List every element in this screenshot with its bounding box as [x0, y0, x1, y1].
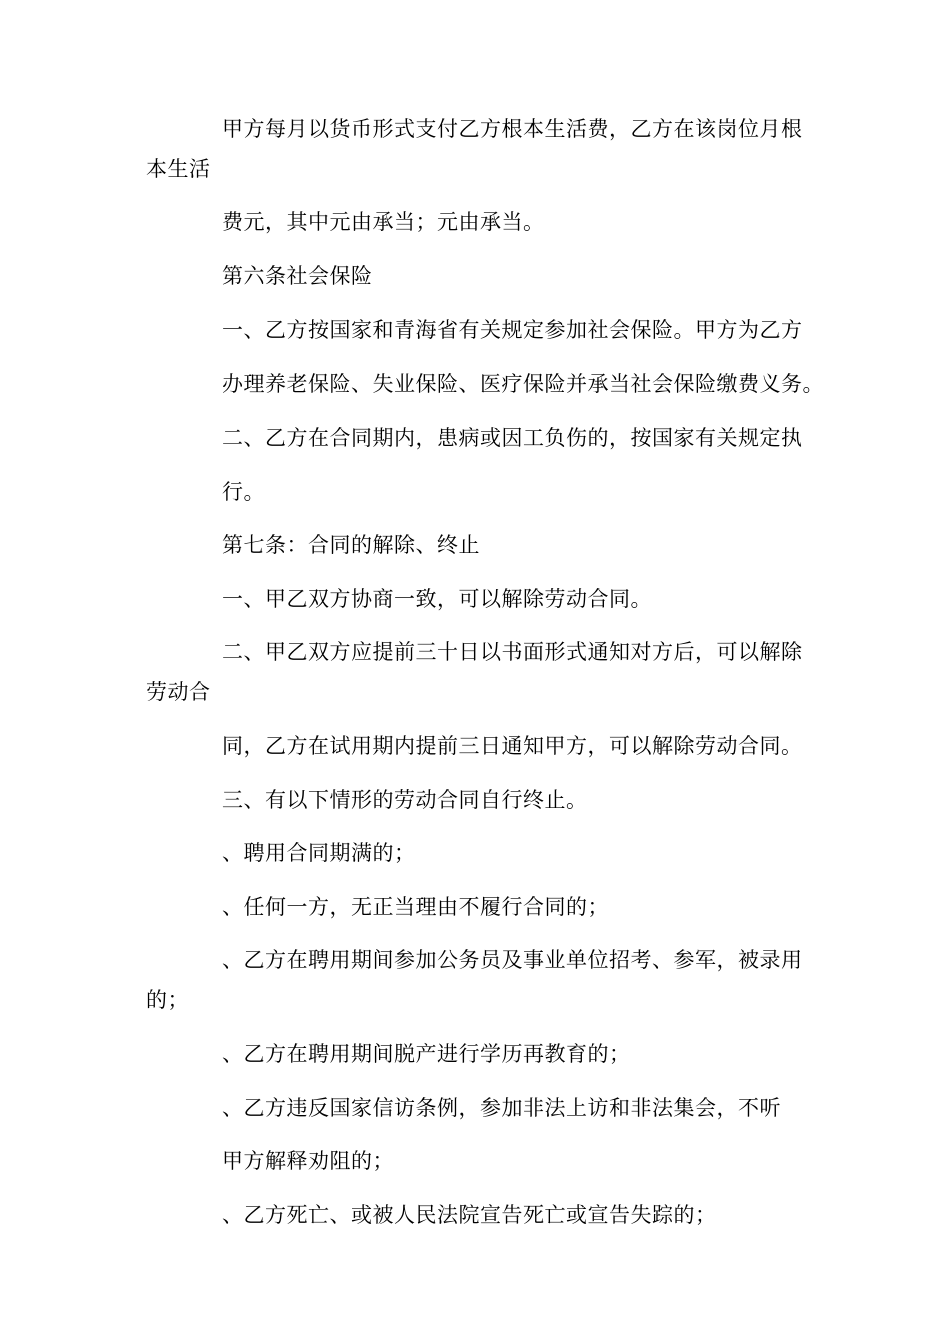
- list-item-petition-violation-cont: 甲方解释劝阻的；: [222, 1149, 394, 1173]
- list-item-petition-violation: 、乙方违反国家信访条例，参加非法上访和非法集会，不听: [222, 1096, 781, 1120]
- section-heading-termination: 第七条：合同的解除、终止: [222, 533, 480, 557]
- text-line-living-expenses: 甲方每月以货币形式支付乙方根本生活费，乙方在该岗位月根: [222, 117, 803, 141]
- text-line-termination-item-2: 二、甲乙双方应提前三十日以书面形式通知对方后，可以解除: [222, 640, 803, 664]
- text-line-living-expenses-cont: 本生活: [146, 157, 211, 181]
- text-line-insurance-item-2-cont: 行。: [222, 480, 265, 504]
- text-line-termination-item-2-wrap: 劳动合: [146, 680, 211, 704]
- list-item-contract-expired: 、聘用合同期满的；: [222, 841, 416, 865]
- list-item-full-time-education: 、乙方在聘用期间脱产进行学历再教育的；: [222, 1042, 631, 1066]
- text-line-termination-item-3: 三、有以下情形的劳动合同自行终止。: [222, 788, 588, 812]
- text-line-termination-item-1: 一、甲乙双方协商一致，可以解除劳动合同。: [222, 587, 652, 611]
- list-item-civil-service-exam-wrap: 的；: [146, 988, 189, 1012]
- list-item-death-or-missing: 、乙方死亡、或被人民法院宣告死亡或宣告失踪的；: [222, 1203, 717, 1227]
- section-heading-social-insurance: 第六条社会保险: [222, 264, 373, 288]
- list-item-non-performance: 、任何一方，无正当理由不履行合同的；: [222, 895, 609, 919]
- text-line-termination-item-2-cont: 同，乙方在试用期内提前三日通知甲方，可以解除劳动合同。: [222, 734, 803, 758]
- text-line-insurance-item-2: 二、乙方在合同期内，患病或因工负伤的，按国家有关规定执: [222, 426, 803, 450]
- text-line-expense-split: 费元，其中元由承当；元由承当。: [222, 210, 545, 234]
- text-line-insurance-item-1-cont: 办理养老保险、失业保险、医疗保险并承当社会保险缴费义务。: [222, 372, 824, 396]
- list-item-civil-service-exam: 、乙方在聘用期间参加公务员及事业单位招考、参军，被录用: [222, 948, 803, 972]
- text-line-insurance-item-1: 一、乙方按国家和青海省有关规定参加社会保险。甲方为乙方: [222, 318, 803, 342]
